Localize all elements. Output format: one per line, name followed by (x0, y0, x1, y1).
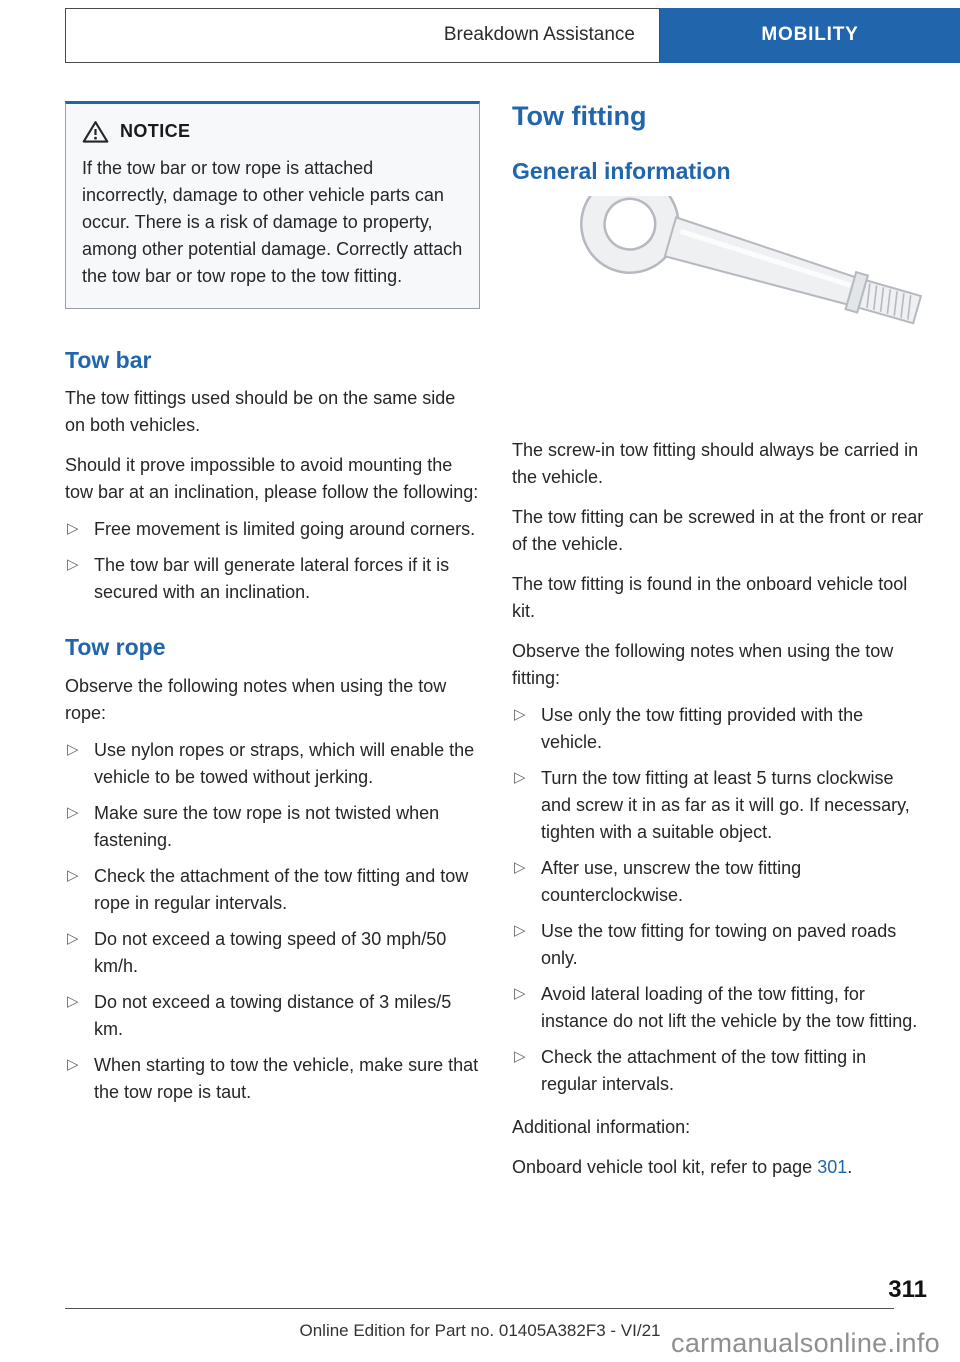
breadcrumb-label: Breakdown Assistance (443, 24, 635, 46)
reference-suffix: . (847, 1157, 853, 1178)
tow-fitting-list (512, 702, 927, 1098)
tow-fitting-paragraph-1: The screw-in tow fitting should always be carried in the vehicle. (512, 440, 919, 488)
list-item-text: Check the attachment of the tow fitting in regular intervals. (541, 1047, 867, 1095)
heading-tow-fitting: Tow fitting (512, 101, 647, 131)
notice-box (65, 101, 480, 309)
triangle-bullet-icon: ▷ (514, 769, 526, 787)
tow-fitting-paragraph-4: Observe the following notes when using the tow fitting: (512, 641, 894, 689)
content-columns (0, 63, 960, 1194)
edition-note: Online Edition for Part no. 01405A382F3 - VI/21 (299, 1321, 661, 1340)
list-item (512, 918, 927, 972)
section-label: MOBILITY (761, 24, 859, 46)
triangle-bullet-icon: ▷ (67, 866, 79, 884)
list-item (65, 926, 480, 980)
list-item-text: After use, unscrew the tow fitting counterclockwise. (541, 858, 802, 906)
list-item-text: Use only the tow fitting provided with the vehicle. (541, 705, 864, 753)
tow-fitting-paragraph-3: The tow fitting is found in the onboard vehicle tool kit. (512, 574, 908, 622)
list-item (65, 737, 480, 791)
list-item-text: Do not exceed a towing distance of 3 miles/5 km. (94, 991, 452, 1039)
triangle-bullet-icon: ▷ (67, 520, 79, 538)
tow-bar-paragraph-2: Should it prove impossible to avoid mounting the tow bar at an inclination, please follow the following: (65, 455, 479, 503)
triangle-bullet-icon: ▷ (67, 803, 79, 821)
triangle-bullet-icon: ▷ (67, 992, 79, 1010)
page-header (0, 0, 960, 63)
triangle-bullet-icon: ▷ (514, 985, 526, 1003)
list-item (65, 800, 480, 854)
list-item (512, 1044, 927, 1098)
notice-header (82, 118, 463, 145)
notice-title: NOTICE (120, 121, 191, 141)
page-link-301[interactable]: 301 (817, 1157, 848, 1178)
left-column (65, 101, 480, 1194)
list-item-text: Do not exceed a towing speed of 30 mph/50 km/h. (94, 928, 447, 976)
list-item (65, 863, 480, 917)
list-item (512, 702, 927, 756)
notice-body: If the tow bar or tow rope is attached incorrectly, damage to other vehicle parts can occur. There is a risk of damage to property, among other potential damage. Correctly attach the tow bar or tow rope to the tow fitting. (82, 158, 463, 286)
tow-bar-paragraph-1: The tow fittings used should be on the same side on both vehicles. (65, 388, 456, 436)
list-item (65, 989, 480, 1043)
list-item (512, 981, 927, 1035)
footer-divider (65, 1308, 894, 1309)
heading-tow-rope: Tow rope (65, 634, 166, 661)
heading-general-information: General information (512, 158, 731, 185)
list-item-text: Check the attachment of the tow fitting and tow rope in regular intervals. (94, 865, 469, 913)
list-item (65, 552, 480, 606)
list-item-text: The tow bar will generate lateral forces if it is secured with an inclination. (94, 555, 450, 603)
list-item (512, 765, 927, 846)
list-item (65, 1052, 480, 1106)
list-item-text: When starting to tow the vehicle, make sure that the tow rope is taut. (94, 1054, 479, 1102)
heading-tow-bar: Tow bar (65, 347, 152, 373)
tow-fitting-paragraph-2: The tow fitting can be screwed in at the front or rear of the vehicle. (512, 507, 924, 555)
right-column (512, 101, 927, 1194)
page-number: 311 (888, 1276, 927, 1303)
triangle-bullet-icon: ▷ (514, 1048, 526, 1066)
breadcrumb (65, 8, 660, 63)
list-item-text: Make sure the tow rope is not twisted when fastening. (94, 802, 440, 850)
warning-triangle-icon (82, 120, 109, 144)
watermark: carmanualsonline.info (671, 1328, 940, 1358)
additional-information-label: Additional information: (512, 1117, 691, 1138)
triangle-bullet-icon: ▷ (514, 859, 526, 877)
list-item-text: Use nylon ropes or straps, which will enable the vehicle to be towed without jerking. (94, 739, 475, 787)
triangle-bullet-icon: ▷ (67, 556, 79, 574)
tow-rope-intro: Observe the following notes when using the tow rope: (65, 675, 447, 723)
tow-bar-list (65, 516, 480, 606)
list-item-text: Turn the tow fitting at least 5 turns clockwise and screw it in as far as it will go. If necessary, tighten with a suitable object. (541, 768, 910, 843)
triangle-bullet-icon: ▷ (67, 1055, 79, 1073)
triangle-bullet-icon: ▷ (514, 922, 526, 940)
triangle-bullet-icon: ▷ (67, 740, 79, 758)
reference-line (512, 1154, 927, 1181)
list-item-text: Use the tow fitting for towing on paved roads only. (541, 921, 897, 969)
triangle-bullet-icon: ▷ (67, 929, 79, 947)
tow-rope-list (65, 737, 480, 1106)
list-item (65, 516, 480, 543)
section-tab-mobility (660, 8, 960, 63)
list-item (512, 855, 927, 909)
triangle-bullet-icon: ▷ (514, 706, 526, 724)
list-item-text: Free movement is limited going around corners. (94, 519, 476, 540)
tow-fitting-illustration (512, 196, 927, 417)
list-item-text: Avoid lateral loading of the tow fitting, for instance do not lift the vehicle by the tow fitting. (541, 984, 918, 1032)
reference-text: Onboard vehicle tool kit, refer to page (512, 1157, 818, 1178)
